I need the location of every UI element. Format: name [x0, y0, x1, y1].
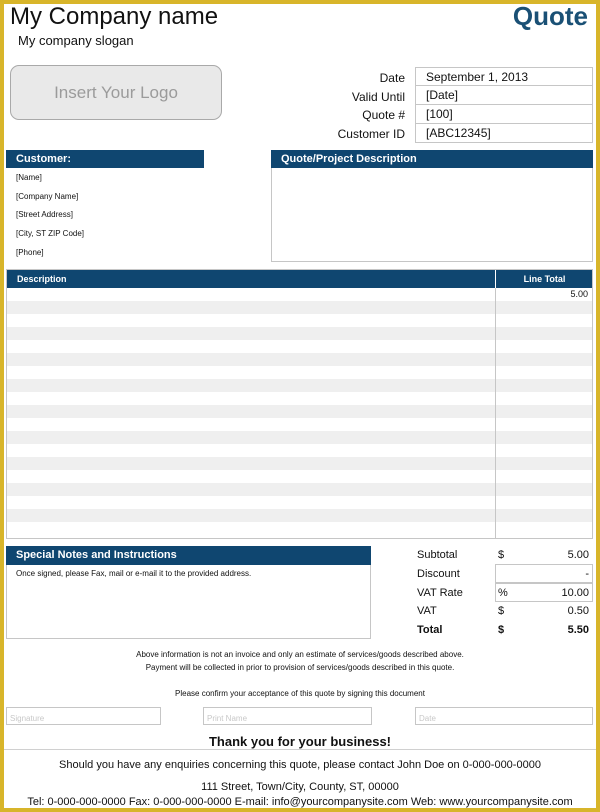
table-row[interactable]: [7, 340, 592, 353]
table-row[interactable]: [7, 379, 592, 392]
table-row[interactable]: [7, 496, 592, 509]
vat-rate-label: VAT Rate: [417, 587, 463, 599]
vat-rate-percent: %: [498, 587, 508, 599]
customer-street-field[interactable]: [Street Address]: [16, 210, 73, 219]
table-row[interactable]: [7, 288, 592, 301]
table-row[interactable]: [7, 327, 592, 340]
item-line-total[interactable]: 5.00: [570, 289, 588, 299]
table-row[interactable]: [7, 314, 592, 327]
discount-value[interactable]: -: [585, 568, 589, 580]
discount-label: Discount: [417, 568, 460, 580]
notes-text: Once signed, please Fax, mail or e-mail it to the provided address.: [16, 569, 252, 578]
total-value: 5.50: [567, 624, 589, 636]
footer-address: 111 Street, Town/City, County, ST, 00000: [201, 781, 399, 793]
signature-field[interactable]: Signature: [6, 707, 161, 725]
disclaimer-line-1: Above information is not an invoice and only an estimate of services/goods described above.: [136, 650, 464, 659]
valid-until-label: Valid Until: [351, 90, 405, 104]
column-divider: [495, 288, 496, 539]
valid-until-field[interactable]: [Date]: [415, 86, 593, 105]
date-field[interactable]: September 1, 2013: [415, 67, 593, 86]
discount-field-box[interactable]: [495, 564, 593, 583]
disclaimer-line-2: Payment will be collected in prior to provision of services/goods described in this quote.: [145, 663, 455, 672]
quote-number-label: Quote #: [362, 108, 405, 122]
project-description-heading: Quote/Project Description: [271, 150, 593, 168]
vat-currency: $: [498, 605, 505, 617]
table-row[interactable]: [7, 301, 592, 314]
thank-you-message: Thank you for your business!: [208, 734, 392, 749]
table-row[interactable]: [7, 392, 592, 405]
table-row[interactable]: [7, 522, 592, 535]
table-row[interactable]: [7, 509, 592, 522]
table-row[interactable]: [7, 405, 592, 418]
company-name: My Company name: [10, 3, 219, 30]
table-row[interactable]: [7, 418, 592, 431]
document-title: Quote: [512, 1, 588, 31]
signature-date-field[interactable]: Date: [415, 707, 593, 725]
subtotal-currency: $: [498, 549, 505, 561]
enquiries-text: Should you have any enquiries concerning this quote, please contact John Doe on 0-000-000-0000: [59, 759, 541, 771]
table-row[interactable]: [7, 366, 592, 379]
table-row[interactable]: [7, 470, 592, 483]
table-row[interactable]: [7, 431, 592, 444]
notes-heading: Special Notes and Instructions: [6, 546, 371, 565]
customer-phone-field[interactable]: [Phone]: [16, 248, 44, 257]
confirm-text: Please confirm your acceptance of this quote by signing this document: [175, 689, 425, 698]
date-label: Date: [379, 71, 405, 85]
customer-id-label: Customer ID: [337, 127, 405, 141]
company-slogan: My company slogan: [18, 33, 134, 48]
customer-id-field[interactable]: [ABC12345]: [415, 124, 593, 143]
quote-number-field[interactable]: [100]: [415, 105, 593, 124]
customer-name-field[interactable]: [Name]: [16, 173, 42, 182]
description-column-header: Description: [17, 274, 67, 284]
line-total-column-header: Line Total: [495, 270, 593, 288]
table-row[interactable]: [7, 457, 592, 470]
line-items-table: [6, 269, 593, 539]
print-name-field[interactable]: Print Name: [203, 707, 372, 725]
table-row[interactable]: [7, 444, 592, 457]
table-row[interactable]: [7, 483, 592, 496]
vat-rate-value[interactable]: 10.00: [561, 587, 589, 599]
total-currency: $: [498, 624, 505, 636]
total-label: Total: [417, 624, 443, 636]
table-row[interactable]: [7, 353, 592, 366]
logo-placeholder[interactable]: Insert Your Logo: [10, 65, 222, 120]
vat-label: VAT: [417, 605, 437, 617]
subtotal-value: 5.00: [567, 549, 589, 561]
customer-city-field[interactable]: [City, ST ZIP Code]: [16, 229, 85, 238]
subtotal-label: Subtotal: [417, 549, 458, 561]
customer-company-field[interactable]: [Company Name]: [16, 192, 79, 201]
customer-heading: Customer:: [6, 150, 204, 168]
vat-value: 0.50: [567, 605, 589, 617]
footer-contact: Tel: 0-000-000-0000 Fax: 0-000-000-0000 E-mail: info@yourcompanysite.com Web: www.yourcompanysite.com: [27, 796, 573, 808]
footer-rule: [4, 749, 596, 750]
items-header-row: [7, 270, 592, 288]
